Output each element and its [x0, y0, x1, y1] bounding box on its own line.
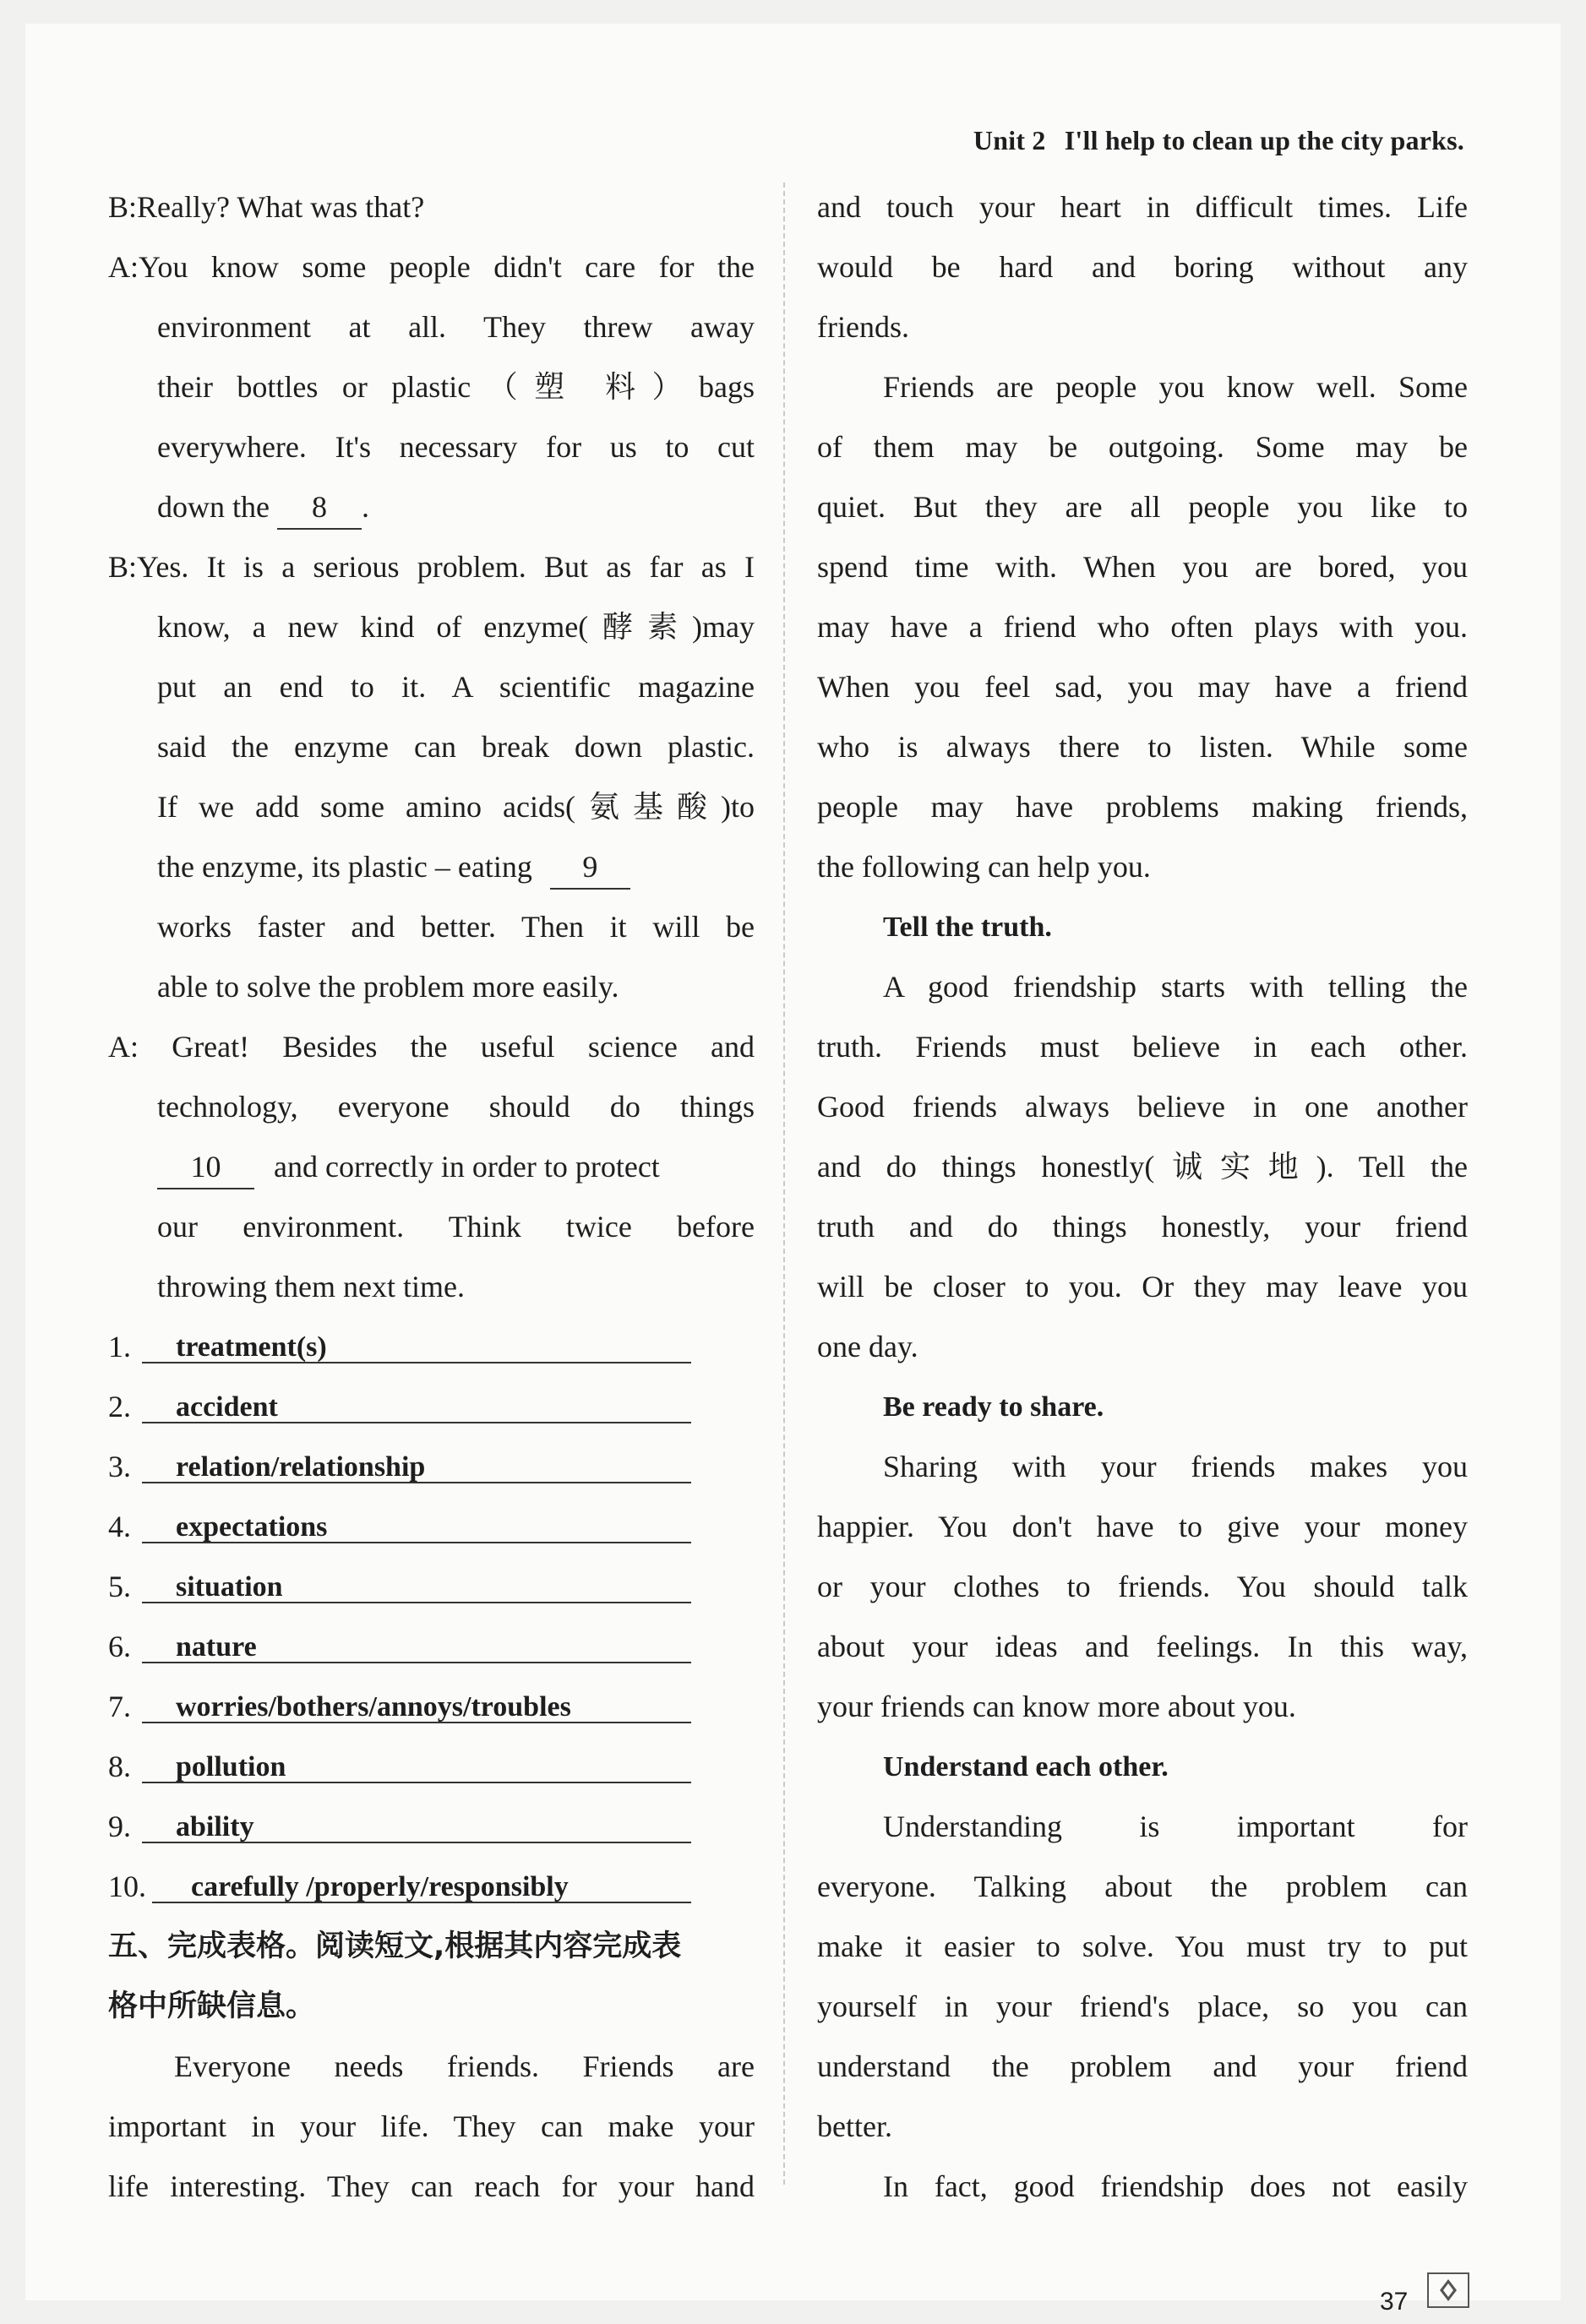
section-title: 格中所缺信息。: [108, 1989, 316, 2023]
line-fragment: the enzyme, its plastic – eating: [157, 850, 532, 884]
line-fragment: down the: [157, 490, 270, 524]
left-column: [108, 177, 755, 2217]
answer-number: 10.: [108, 1870, 146, 1903]
answer-list: [108, 1317, 755, 1917]
answer-row: [108, 1497, 755, 1557]
answer-row: [108, 1557, 755, 1617]
answer-number: 5.: [108, 1570, 131, 1603]
answer-row: [108, 1857, 755, 1917]
answer-row: [108, 1377, 755, 1437]
answer-row: [108, 1737, 755, 1797]
passage-line: Good friends always believe in one another: [817, 1090, 1468, 1124]
dialogue-line: [108, 837, 755, 897]
answer-number: 1.: [108, 1330, 131, 1363]
answer-text: situation: [176, 1571, 283, 1603]
dialogue-line: A: Great! Besides the useful science and: [108, 1030, 755, 1064]
answer-row: [108, 1677, 755, 1737]
passage-line: everyone. Talking about the problem can: [817, 1870, 1468, 1903]
passage-line: Friends are people you know well. Some: [883, 370, 1468, 404]
passage-line: quiet. But they are all people you like to: [817, 490, 1468, 524]
passage-line: When you feel sad, you may have a friend: [817, 670, 1468, 704]
passage-line: happier. You don't have to give your money: [817, 1510, 1468, 1543]
answer-number: 8.: [108, 1750, 131, 1783]
answer-row: [108, 1437, 755, 1497]
answer-text: ability: [176, 1811, 254, 1842]
answer-text: carefully /properly/responsibly: [191, 1871, 569, 1902]
passage-line: may have a friend who often plays with you.: [817, 610, 1468, 644]
page-number: 37: [1380, 2288, 1409, 2316]
passage-line: will be closer to you. Or they may leave you: [817, 1270, 1468, 1304]
passage-line: the following can help you.: [817, 850, 1151, 884]
blank-9: 9: [550, 846, 630, 890]
passage-line: and do things honestly(诚实地). Tell the: [817, 1150, 1468, 1184]
passage-line: about your ideas and feelings. In this way,: [817, 1630, 1468, 1663]
passage-line: would be hard and boring without any: [817, 250, 1468, 284]
passage-line: who is always there to listen. While some: [817, 730, 1468, 764]
dialogue-line: B:Yes. It is a serious problem. But as far as I: [108, 550, 755, 584]
passage-line: truth. Friends must believe in each other.: [817, 1030, 1468, 1064]
diamond-icon: [1427, 2272, 1469, 2308]
answer-number: 2.: [108, 1390, 131, 1423]
line-fragment: .: [361, 490, 369, 524]
answer-text: treatment(s): [176, 1331, 327, 1363]
passage-line: spend time with. When you are bored, you: [817, 550, 1468, 584]
dialogue-line: everywhere. It's necessary for us to cut: [157, 430, 755, 464]
dialogue-line: our environment. Think twice before: [157, 1210, 755, 1244]
answer-text: relation/relationship: [176, 1451, 426, 1483]
passage-line: and touch your heart in difficult times. Life: [817, 190, 1468, 224]
dialogue-line: technology, everyone should do things: [157, 1090, 755, 1124]
column-divider: [783, 182, 785, 2185]
page-header: [973, 125, 1464, 156]
dialogue-line: put an end to it. A scientific magazine: [157, 670, 755, 704]
answer-text: accident: [176, 1391, 278, 1423]
passage-line: Understanding is important for: [883, 1810, 1468, 1843]
dialogue-line: [108, 1137, 755, 1197]
passage-line: In fact, good friendship does not easily: [883, 2169, 1468, 2203]
dialogue-line: B:Really? What was that?: [108, 190, 425, 224]
section-title: 五、完成表格。阅读短文,根据其内容完成表: [108, 1929, 682, 1963]
right-column: [817, 177, 1468, 2217]
passage-line: life interesting. They can reach for your hand: [108, 2169, 755, 2203]
passage-line: truth and do things honestly, your friend: [817, 1210, 1468, 1244]
passage-line: one day.: [817, 1330, 918, 1363]
dialogue-line: able to solve the problem more easily.: [157, 970, 619, 1004]
answer-text: pollution: [176, 1751, 286, 1782]
dialogue-line: environment at all. They threw away: [157, 310, 755, 344]
passage-line: Everyone needs friends. Friends are: [174, 2049, 755, 2083]
passage-line: better.: [817, 2109, 892, 2143]
passage-line: understand the problem and your friend: [817, 2049, 1468, 2083]
answer-row: [108, 1317, 755, 1377]
passage-line: or your clothes to friends. You should talk: [817, 1570, 1468, 1603]
unit-label: Unit 2: [973, 125, 1046, 155]
passage-line: of them may be outgoing. Some may be: [817, 430, 1468, 464]
passage-line: your friends can know more about you.: [817, 1690, 1296, 1723]
dialogue-line: works faster and better. Then it will be: [157, 910, 755, 944]
answer-text: expectations: [176, 1511, 328, 1543]
passage-line: friends.: [817, 310, 909, 344]
passage-line: A good friendship starts with telling the: [883, 970, 1468, 1004]
answer-number: 7.: [108, 1690, 131, 1723]
dialogue-line: If we add some amino acids(氨基酸)to: [157, 790, 755, 824]
line-fragment: and correctly in order to protect: [274, 1150, 660, 1184]
dialogue-line: said the enzyme can break down plastic.: [157, 730, 755, 764]
answer-number: 3.: [108, 1450, 131, 1483]
unit-title: I'll help to clean up the city parks.: [1064, 125, 1464, 155]
subheading: Be ready to share.: [883, 1391, 1104, 1423]
dialogue-line: [108, 477, 755, 537]
answer-text: nature: [176, 1631, 257, 1663]
blank-10: 10: [157, 1146, 254, 1189]
answer-text: worries/bothers/annoys/troubles: [176, 1691, 571, 1723]
passage-line: yourself in your friend's place, so you can: [817, 1989, 1468, 2023]
blank-8: 8: [277, 486, 362, 530]
passage-line: Sharing with your friends makes you: [883, 1450, 1468, 1483]
dialogue-line: throwing them next time.: [157, 1270, 465, 1304]
answer-number: 9.: [108, 1810, 131, 1843]
passage-line: make it easier to solve. You must try to put: [817, 1929, 1468, 1963]
dialogue-line: A:You know some people didn't care for the: [108, 250, 755, 284]
passage-line: people may have problems making friends,: [817, 790, 1468, 824]
answer-number: 6.: [108, 1630, 131, 1663]
passage-line: important in your life. They can make your: [108, 2109, 755, 2143]
dialogue-line: know, a new kind of enzyme(酵素)may: [157, 610, 755, 644]
answer-row: [108, 1797, 755, 1857]
answer-number: 4.: [108, 1510, 131, 1543]
dialogue-line: their bottles or plastic（塑 料）bags: [157, 370, 755, 404]
subheading: Understand each other.: [883, 1751, 1169, 1782]
answer-row: [108, 1617, 755, 1677]
subheading: Tell the truth.: [883, 912, 1052, 943]
